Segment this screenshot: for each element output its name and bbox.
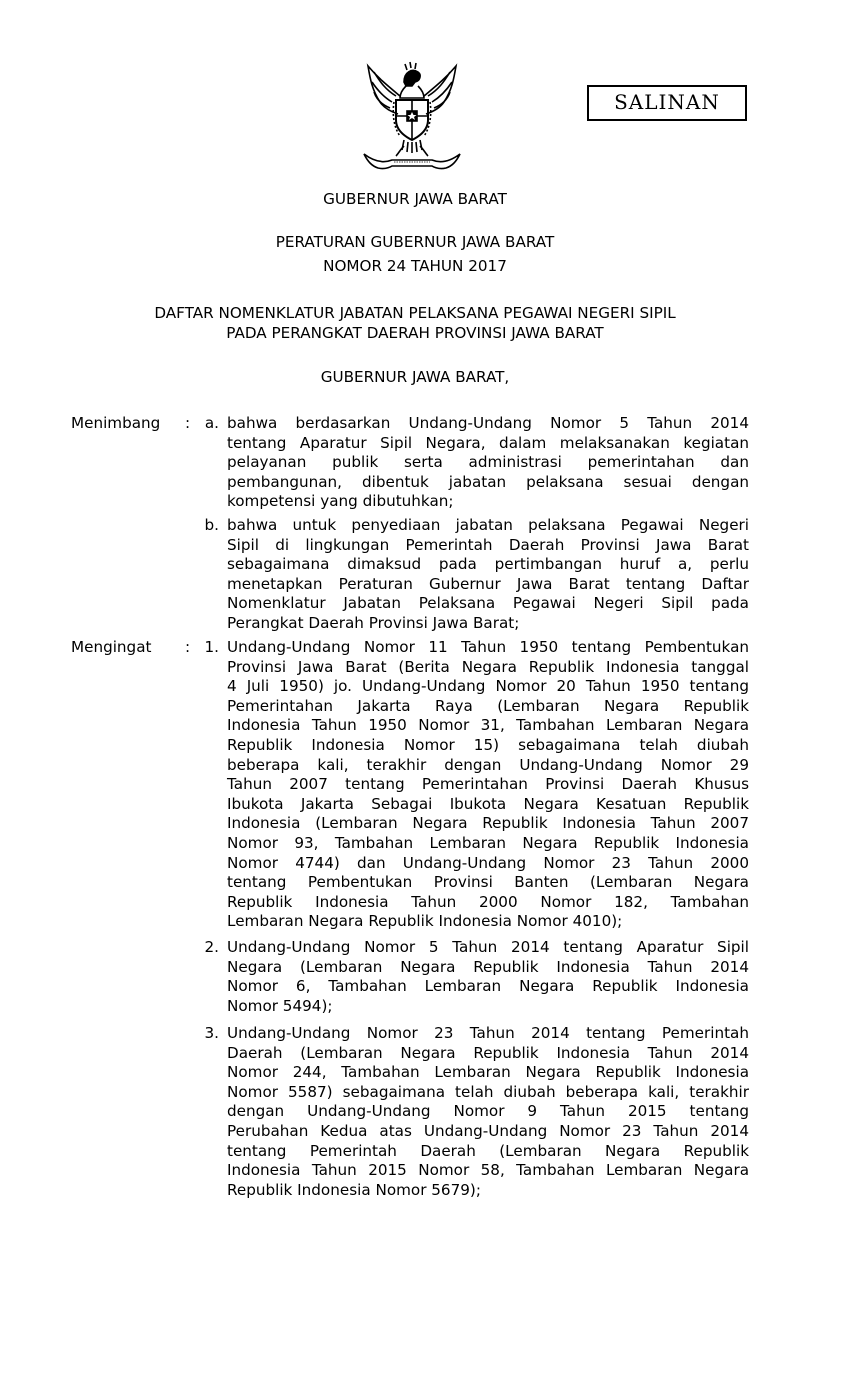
enacting-authority: GUBERNUR JAWA BARAT, xyxy=(320,368,510,386)
garuda-icon xyxy=(352,56,470,174)
text-line: Undang-Undang Nomor 5 Tahun 2014 tentang Aparatur Sipil xyxy=(227,938,749,956)
regulation-type: PERATURAN GUBERNUR JAWA BARAT xyxy=(275,233,555,251)
text-line: Nomor 5587) sebagaimana telah diubah beberapa kali, terakhir xyxy=(227,1082,749,1101)
text-line: Lembaran Negara Republik Indonesia Nomor 4010); xyxy=(227,912,623,931)
garuda-pancasila-emblem xyxy=(352,56,470,174)
section-label-menimbang: Menimbang xyxy=(71,414,161,432)
text-line: Provinsi Jawa Barat (Berita Negara Republik Indonesia tanggal xyxy=(227,657,749,676)
text-line: Perangkat Daerah Provinsi Jawa Barat; xyxy=(227,613,520,632)
text-line: Indonesia Tahun 2015 Nomor 58, Tambahan Lembaran Negara xyxy=(227,1161,749,1180)
text-line: Daerah (Lembaran Negara Republik Indonesia Tahun 2014 xyxy=(227,1043,749,1062)
text-line: Republik Indonesia Nomor 15) sebagaimana telah diubah xyxy=(227,735,749,754)
text-line: dengan Undang-Undang Nomor 9 Tahun 2015 tentang xyxy=(227,1102,749,1121)
regulation-title-line-1: DAFTAR NOMENKLATUR JABATAN PELAKSANA PEGAWAI NEGERI SIPIL xyxy=(154,304,676,322)
text-line: pembangunan, dibentuk jabatan pelaksana sesuai dengan xyxy=(227,472,749,491)
item-marker: b. xyxy=(204,516,219,534)
text-line: bahwa untuk penyediaan jabatan pelaksana Pegawai Negeri xyxy=(227,516,749,534)
text-line: Indonesia Tahun 1950 Nomor 31, Tambahan Lembaran Negara xyxy=(227,716,749,735)
text-line: menetapkan Peraturan Gubernur Jawa Barat tentang Daftar xyxy=(227,574,749,593)
legal-basis-item-3 xyxy=(227,1024,749,1200)
text-line: Negara (Lembaran Negara Republik Indonesia Tahun 2014 xyxy=(227,957,749,976)
section-colon: : xyxy=(185,638,191,656)
text-line: Sipil di lingkungan Pemerintah Daerah Provinsi Jawa Barat xyxy=(227,535,749,554)
item-marker: a. xyxy=(204,414,219,432)
text-line: tentang Pembentukan Provinsi Banten (Lembaran Negara xyxy=(227,873,749,892)
item-marker: 1. xyxy=(204,638,219,656)
regulation-number: NOMOR 24 TAHUN 2017 xyxy=(323,257,507,275)
text-line: Nomor 244, Tambahan Lembaran Negara Republik Indonesia xyxy=(227,1063,749,1082)
legal-basis-item-2 xyxy=(227,938,749,1016)
text-line: Tahun 2007 tentang Pemerintahan Provinsi Daerah Khusus xyxy=(227,775,749,794)
issuer-heading: GUBERNUR JAWA BARAT xyxy=(323,190,507,208)
item-marker: 2. xyxy=(204,938,219,956)
text-line: Ibukota Jakarta Sebagai Ibukota Negara Kesatuan Republik xyxy=(227,794,749,813)
section-colon: : xyxy=(185,414,191,432)
text-line: Indonesia (Lembaran Negara Republik Indonesia Tahun 2007 xyxy=(227,814,749,833)
text-line: Republik Indonesia Nomor 5679); xyxy=(227,1180,481,1199)
consideration-item-b xyxy=(227,516,749,634)
text-line: kompetensi yang dibutuhkan; xyxy=(227,492,454,511)
text-line: Nomenklatur Jabatan Pelaksana Pegawai Negeri Sipil pada xyxy=(227,594,749,613)
regulation-title-line-2: PADA PERANGKAT DAERAH PROVINSI JAWA BARAT xyxy=(226,324,604,342)
text-line: Nomor 93, Tambahan Lembaran Negara Republik Indonesia xyxy=(227,833,749,852)
text-line: tentang Aparatur Sipil Negara, dalam melaksanakan kegiatan xyxy=(227,433,749,452)
text-line: Nomor 6, Tambahan Lembaran Negara Republik Indonesia xyxy=(227,977,749,996)
text-line: Republik Indonesia Tahun 2000 Nomor 182, Tambahan xyxy=(227,892,749,911)
text-line: pelayanan publik serta administrasi pemerintahan dan xyxy=(227,453,749,472)
item-marker: 3. xyxy=(204,1024,219,1042)
text-line: Undang-Undang Nomor 11 Tahun 1950 tentang Pembentukan xyxy=(227,638,749,656)
text-line: Perubahan Kedua atas Undang-Undang Nomor 23 Tahun 2014 xyxy=(227,1121,749,1140)
text-line: bahwa berdasarkan Undang-Undang Nomor 5 Tahun 2014 xyxy=(227,414,749,432)
consideration-item-a xyxy=(227,414,749,512)
text-line: 4 Juli 1950) jo. Undang-Undang Nomor 20 Tahun 1950 tentang xyxy=(227,677,749,696)
text-line: beberapa kali, terakhir dengan Undang-Undang Nomor 29 xyxy=(227,755,749,774)
text-line: Pemerintahan Jakarta Raya (Lembaran Negara Republik xyxy=(227,696,749,715)
text-line: Nomor 4744) dan Undang-Undang Nomor 23 Tahun 2000 xyxy=(227,853,749,872)
text-line: Nomor 5494); xyxy=(227,996,333,1015)
legal-basis-item-1 xyxy=(227,638,749,932)
text-line: tentang Pemerintah Daerah (Lembaran Negara Republik xyxy=(227,1141,749,1160)
text-line: Undang-Undang Nomor 23 Tahun 2014 tentang Pemerintah xyxy=(227,1024,749,1042)
section-label-mengingat: Mengingat xyxy=(71,638,152,656)
salinan-stamp: SALINAN xyxy=(587,85,747,121)
text-line: sebagaimana dimaksud pada pertimbangan huruf a, perlu xyxy=(227,555,749,574)
